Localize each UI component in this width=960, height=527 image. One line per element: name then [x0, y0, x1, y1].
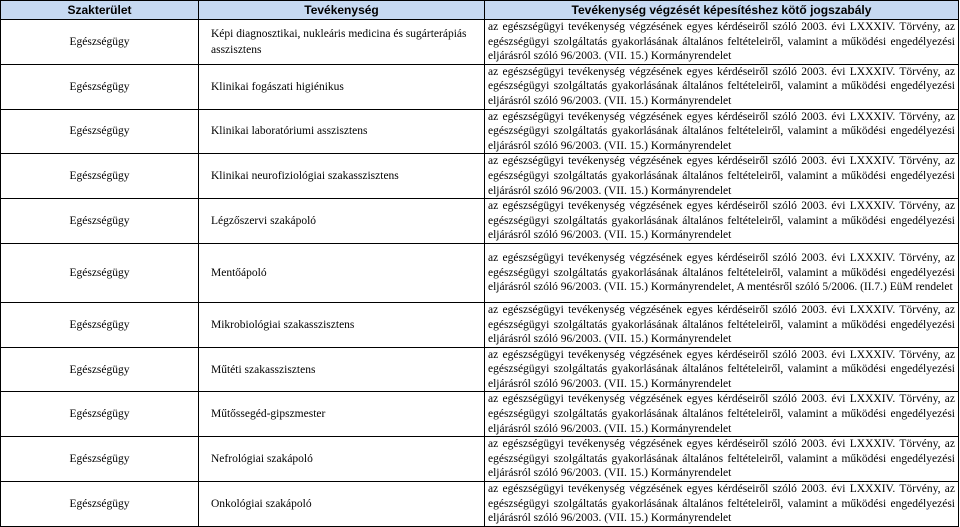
cell-law [485, 437, 959, 482]
cell-law [485, 199, 959, 244]
cell-law [485, 347, 959, 392]
cell-area: Egészségügy [1, 109, 199, 154]
law-text: az egészségügyi tevékenység végzésének egyes kérdéseiről szóló 2003. évi LXXXIV. Törvény, az egészségügyi szolgáltatás gyakorlásának általános feltételeiről, valamint a működési engedélyezési eljárásról szóló 96/2003. (VII. 15.) Kormányrendelet [488, 483, 955, 525]
cell-area: Egészségügy [1, 347, 199, 392]
cell-area: Egészségügy [1, 154, 199, 199]
table-row [1, 482, 959, 527]
cell-area: Egészségügy [1, 243, 199, 302]
cell-activity: Nefrológiai szakápoló [199, 437, 485, 482]
cell-law [485, 64, 959, 109]
law-text: az egészségügyi tevékenység végzésének egyes kérdéseiről szóló 2003. évi LXXXIV. Törvény, az egészségügyi szolgáltatás gyakorlásának általános feltételeiről, valamint a működési engedélyezési eljárásról szóló 96/2003. (VII. 15.) Kormányrendelet, A mentésről szóló 5/2006. (II.7.) EüM rendelet [488, 252, 955, 294]
table-row [1, 437, 959, 482]
header-law: Tevékenység végzését képesítéshez kötő jogszabály [485, 1, 959, 20]
table-row [1, 64, 959, 109]
law-text: az egészségügyi tevékenység végzésének egyes kérdéseiről szóló 2003. évi LXXXIV. Törvény, az egészségügyi szolgáltatás gyakorlásának általános feltételeiről, valamint a működési engedélyezési eljárásról szóló 96/2003. (VII. 15.) Kormányrendelet [488, 200, 955, 242]
cell-activity: Onkológiai szakápoló [199, 482, 485, 527]
cell-law [485, 109, 959, 154]
cell-area: Egészségügy [1, 199, 199, 244]
cell-law [485, 154, 959, 199]
table-row [1, 109, 959, 154]
cell-activity: Mikrobiológiai szakasszisztens [199, 302, 485, 347]
table-row [1, 302, 959, 347]
cell-activity: Mentőápoló [199, 243, 485, 302]
table-row [1, 154, 959, 199]
law-text: az egészségügyi tevékenység végzésének egyes kérdéseiről szóló 2003. évi LXXXIV. Törvény, az egészségügyi szolgáltatás gyakorlásának általános feltételeiről, valamint a működési engedélyezési eljárásról szóló 96/2003. (VII. 15.) Kormányrendelet [488, 110, 955, 152]
cell-activity: Klinikai neurofiziológiai szakasszisztens [199, 154, 485, 199]
cell-activity: Légzőszervi szakápoló [199, 199, 485, 244]
law-text: az egészségügyi tevékenység végzésének egyes kérdéseiről szóló 2003. évi LXXXIV. Törvény, az egészségügyi szolgáltatás gyakorlásának általános feltételeiről, valamint a működési engedélyezési eljárásról szóló 96/2003. (VII. 15.) Kormányrendelet [488, 21, 955, 63]
law-text: az egészségügyi tevékenység végzésének egyes kérdéseiről szóló 2003. évi LXXXIV. Törvény, az egészségügyi szolgáltatás gyakorlásának általános feltételeiről, valamint a működési engedélyezési eljárásról szóló 96/2003. (VII. 15.) Kormányrendelet [488, 348, 955, 390]
table-row [1, 392, 959, 437]
law-text: az egészségügyi tevékenység végzésének egyes kérdéseiről szóló 2003. évi LXXXIV. Törvény, az egészségügyi szolgáltatás gyakorlásának általános feltételeiről, valamint a működési engedélyezési eljárásról szóló 96/2003. (VII. 15.) Kormányrendelet [488, 438, 955, 480]
cell-area: Egészségügy [1, 437, 199, 482]
cell-law [485, 482, 959, 527]
law-text: az egészségügyi tevékenység végzésének egyes kérdéseiről szóló 2003. évi LXXXIV. Törvény, az egészségügyi szolgáltatás gyakorlásának általános feltételeiről, valamint a működési engedélyezési eljárásról szóló 96/2003. (VII. 15.) Kormányrendelet [488, 303, 955, 346]
table-row [1, 243, 959, 302]
header-row [1, 1, 959, 20]
law-text: az egészségügyi tevékenység végzésének egyes kérdéseiről szóló 2003. évi LXXXIV. Törvény, az egészségügyi szolgáltatás gyakorlásának általános feltételeiről, valamint a működési engedélyezési eljárásról szóló 96/2003. (VII. 15.) Kormányrendelet [488, 65, 955, 107]
cell-activity: Műtőssegéd-gipszmester [199, 392, 485, 437]
table-row [1, 199, 959, 244]
header-area: Szakterület [1, 1, 199, 20]
header-activity: Tevékenység [199, 1, 485, 20]
law-text: az egészségügyi tevékenység végzésének egyes kérdéseiről szóló 2003. évi LXXXIV. Törvény, az egészségügyi szolgáltatás gyakorlásának általános feltételeiről, valamint a működési engedélyezési eljárásról szóló 96/2003. (VII. 15.) Kormányrendelet [488, 155, 955, 197]
table-row [1, 347, 959, 392]
cell-law [485, 392, 959, 437]
cell-law [485, 243, 959, 302]
cell-activity: Klinikai laboratóriumi asszisztens [199, 109, 485, 154]
cell-area: Egészségügy [1, 392, 199, 437]
cell-law [485, 302, 959, 347]
cell-area: Egészségügy [1, 302, 199, 347]
cell-activity: Képi diagnosztikai, nukleáris medicina és sugárterápiás asszisztens [199, 20, 485, 65]
cell-area: Egészségügy [1, 64, 199, 109]
law-text: az egészségügyi tevékenység végzésének egyes kérdéseiről szóló 2003. évi LXXXIV. Törvény, az egészségügyi szolgáltatás gyakorlásának általános feltételeiről, valamint a működési engedélyezési eljárásról szóló 96/2003. (VII. 15.) Kormányrendelet [488, 393, 955, 435]
cell-law [485, 20, 959, 65]
cell-activity: Klinikai fogászati higiénikus [199, 64, 485, 109]
cell-activity: Műtéti szakasszisztens [199, 347, 485, 392]
cell-area: Egészségügy [1, 482, 199, 527]
cell-area: Egészségügy [1, 20, 199, 65]
table-row [1, 20, 959, 65]
